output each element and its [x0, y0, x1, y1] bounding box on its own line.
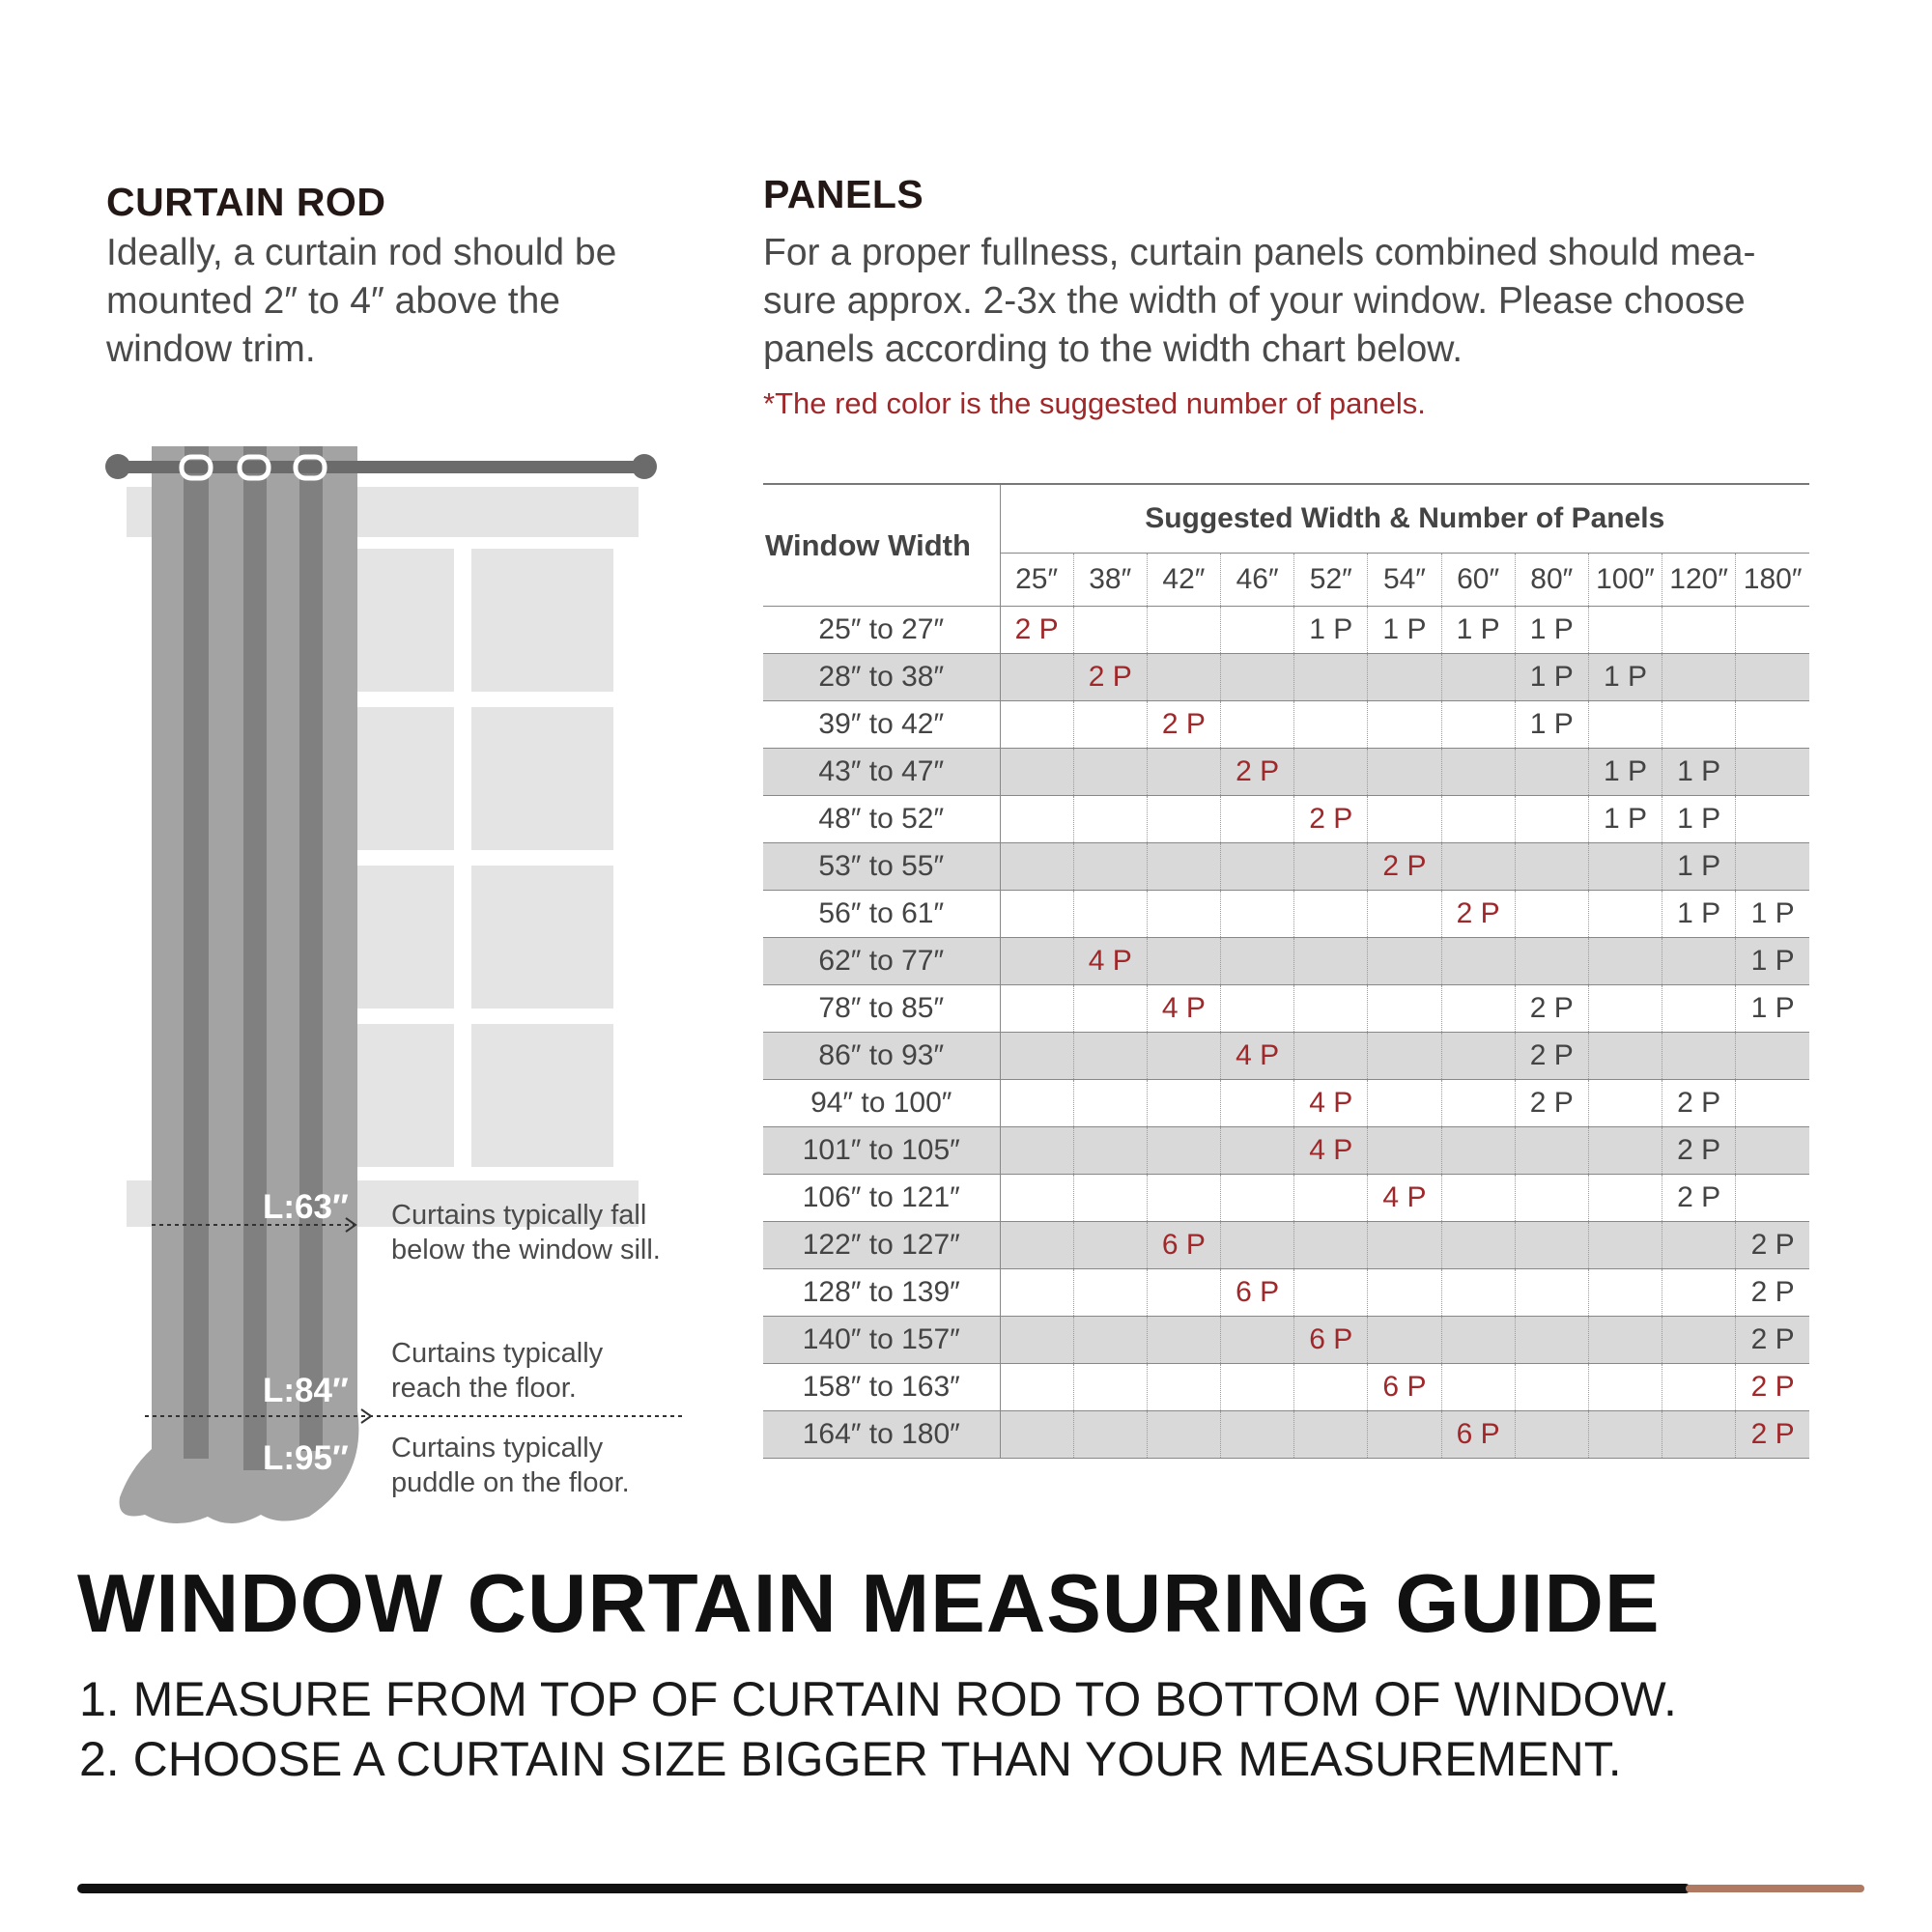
width-column-header: 25″: [1000, 554, 1073, 607]
width-column-header: 46″: [1221, 554, 1294, 607]
empty-cell: [1294, 1411, 1368, 1459]
empty-cell: [1662, 654, 1736, 701]
empty-cell: [1588, 1175, 1662, 1222]
panel-count: 2 P: [1515, 1033, 1588, 1080]
empty-cell: [1441, 1175, 1515, 1222]
suggested-panel-count: 6 P: [1368, 1364, 1441, 1411]
panel-count: 1 P: [1441, 607, 1515, 654]
table-body: [763, 607, 1809, 1459]
window-width-range: 106″ to 121″: [763, 1175, 1000, 1222]
empty-cell: [1441, 843, 1515, 891]
empty-cell: [1662, 607, 1736, 654]
sill-note: [391, 1198, 661, 1267]
suggested-panel-count: 2 P: [1736, 1364, 1809, 1411]
table-row: [763, 1033, 1809, 1080]
window-width-range: 39″ to 42″: [763, 701, 1000, 749]
empty-cell: [1662, 1364, 1736, 1411]
empty-cell: [1588, 1222, 1662, 1269]
window-width-range: 158″ to 163″: [763, 1364, 1000, 1411]
empty-cell: [1515, 1364, 1588, 1411]
curtain-rod-line: window trim.: [106, 328, 316, 370]
table-row: [763, 701, 1809, 749]
empty-cell: [1441, 1127, 1515, 1175]
empty-cell: [1588, 1127, 1662, 1175]
empty-cell: [1000, 1127, 1073, 1175]
suggested-panel-count: 2 P: [1441, 891, 1515, 938]
empty-cell: [1221, 1317, 1294, 1364]
width-column-header: 120″: [1662, 554, 1736, 607]
empty-cell: [1662, 1222, 1736, 1269]
width-column-header: 180″: [1736, 554, 1809, 607]
empty-cell: [1662, 938, 1736, 985]
empty-cell: [1294, 985, 1368, 1033]
panel-count: 1 P: [1736, 938, 1809, 985]
empty-cell: [1221, 654, 1294, 701]
empty-cell: [1515, 1269, 1588, 1317]
empty-cell: [1588, 1364, 1662, 1411]
empty-cell: [1515, 1175, 1588, 1222]
empty-cell: [1441, 985, 1515, 1033]
suggested-panel-count: 6 P: [1294, 1317, 1368, 1364]
empty-cell: [1147, 654, 1220, 701]
panel-count: 2 P: [1662, 1127, 1736, 1175]
curtain-rod-line: Ideally, a curtain rod should be: [106, 232, 617, 273]
empty-cell: [1221, 1080, 1294, 1127]
empty-cell: [1368, 701, 1441, 749]
empty-cell: [1000, 796, 1073, 843]
window-width-range: 62″ to 77″: [763, 938, 1000, 985]
panel-count: 2 P: [1736, 1317, 1809, 1364]
empty-cell: [1588, 1080, 1662, 1127]
window-width-range: 48″ to 52″: [763, 796, 1000, 843]
puddle-note-line: puddle on the floor.: [391, 1467, 630, 1498]
window-width-range: 28″ to 38″: [763, 654, 1000, 701]
empty-cell: [1147, 938, 1220, 985]
empty-cell: [1000, 938, 1073, 985]
sill-note-line: Curtains typically fall: [391, 1200, 647, 1231]
panel-count: 1 P: [1515, 654, 1588, 701]
panel-count: 2 P: [1662, 1175, 1736, 1222]
empty-cell: [1000, 749, 1073, 796]
window-width-range: 122″ to 127″: [763, 1222, 1000, 1269]
empty-cell: [1441, 1269, 1515, 1317]
length-label-63: L:63″: [263, 1188, 349, 1226]
empty-cell: [1588, 701, 1662, 749]
empty-cell: [1294, 1222, 1368, 1269]
table-row: [763, 985, 1809, 1033]
suggested-panel-count: 2 P: [1073, 654, 1147, 701]
empty-cell: [1515, 938, 1588, 985]
empty-cell: [1147, 1127, 1220, 1175]
empty-cell: [1073, 1269, 1147, 1317]
empty-cell: [1368, 1033, 1441, 1080]
empty-cell: [1294, 654, 1368, 701]
empty-cell: [1736, 1175, 1809, 1222]
table-row: [763, 796, 1809, 843]
empty-cell: [1662, 1033, 1736, 1080]
empty-cell: [1221, 1364, 1294, 1411]
table-row: [763, 1127, 1809, 1175]
empty-cell: [1441, 1317, 1515, 1364]
table-row: [763, 1411, 1809, 1459]
panels-description: [763, 229, 1845, 374]
empty-cell: [1515, 891, 1588, 938]
table-row: [763, 843, 1809, 891]
width-column-header: 60″: [1441, 554, 1515, 607]
panels-line: sure approx. 2-3x the width of your window. Please choose: [763, 280, 1746, 322]
empty-cell: [1000, 1175, 1073, 1222]
empty-cell: [1368, 1222, 1441, 1269]
guide-step-2: 2. CHOOSE A CURTAIN SIZE BIGGER THAN YOUR MEASUREMENT.: [79, 1732, 1622, 1786]
empty-cell: [1000, 985, 1073, 1033]
window-width-range: 56″ to 61″: [763, 891, 1000, 938]
empty-cell: [1147, 1033, 1220, 1080]
suggested-panel-count: 4 P: [1073, 938, 1147, 985]
empty-cell: [1588, 938, 1662, 985]
empty-cell: [1368, 796, 1441, 843]
panels-line: For a proper fullness, curtain panels combined should mea-: [763, 232, 1756, 273]
empty-cell: [1221, 985, 1294, 1033]
panel-count: 1 P: [1588, 796, 1662, 843]
table-group-header-row: [763, 484, 1809, 554]
empty-cell: [1221, 1222, 1294, 1269]
window-width-range: 164″ to 180″: [763, 1411, 1000, 1459]
window-width-range: 25″ to 27″: [763, 607, 1000, 654]
empty-cell: [1294, 938, 1368, 985]
puddle-note: [391, 1431, 630, 1500]
empty-cell: [1294, 1269, 1368, 1317]
empty-cell: [1368, 1127, 1441, 1175]
empty-cell: [1073, 843, 1147, 891]
empty-cell: [1441, 1080, 1515, 1127]
empty-cell: [1368, 891, 1441, 938]
table-row: [763, 749, 1809, 796]
empty-cell: [1000, 1080, 1073, 1127]
suggested-color-note: *The red color is the suggested number of panels.: [763, 386, 1426, 420]
empty-cell: [1441, 938, 1515, 985]
empty-cell: [1368, 1411, 1441, 1459]
empty-cell: [1662, 1269, 1736, 1317]
panel-count: 1 P: [1662, 891, 1736, 938]
guide-title: WINDOW CURTAIN MEASURING GUIDE: [77, 1558, 1661, 1650]
empty-cell: [1662, 1317, 1736, 1364]
empty-cell: [1441, 1364, 1515, 1411]
suggested-panel-count: 4 P: [1368, 1175, 1441, 1222]
empty-cell: [1441, 749, 1515, 796]
empty-cell: [1294, 843, 1368, 891]
empty-cell: [1588, 843, 1662, 891]
window-width-range: 140″ to 157″: [763, 1317, 1000, 1364]
empty-cell: [1515, 1411, 1588, 1459]
empty-cell: [1662, 701, 1736, 749]
empty-cell: [1368, 749, 1441, 796]
curtain-rod-line: mounted 2″ to 4″ above the: [106, 280, 560, 322]
empty-cell: [1073, 1411, 1147, 1459]
empty-cell: [1221, 843, 1294, 891]
suggested-panel-count: 2 P: [1294, 796, 1368, 843]
empty-cell: [1368, 1317, 1441, 1364]
suggested-panel-count: 2 P: [1147, 701, 1220, 749]
empty-cell: [1368, 985, 1441, 1033]
empty-cell: [1736, 1127, 1809, 1175]
empty-cell: [1073, 796, 1147, 843]
empty-cell: [1368, 1080, 1441, 1127]
panel-count: 1 P: [1662, 796, 1736, 843]
panel-width-table: [763, 483, 1809, 1459]
panel-count: 2 P: [1662, 1080, 1736, 1127]
curtain-rod-description: [106, 229, 705, 374]
width-column-header: 42″: [1147, 554, 1220, 607]
empty-cell: [1662, 985, 1736, 1033]
floor-note-line: Curtains typically: [391, 1338, 604, 1369]
empty-cell: [1368, 654, 1441, 701]
empty-cell: [1147, 1411, 1220, 1459]
empty-cell: [1441, 796, 1515, 843]
panel-count: 1 P: [1662, 749, 1736, 796]
panels-line: panels according to the width chart below.: [763, 328, 1463, 370]
panel-count: 1 P: [1588, 654, 1662, 701]
suggested-panel-count: 4 P: [1294, 1080, 1368, 1127]
table-row: [763, 1269, 1809, 1317]
empty-cell: [1147, 749, 1220, 796]
empty-cell: [1000, 1269, 1073, 1317]
floor-note: [391, 1336, 603, 1406]
empty-cell: [1294, 1175, 1368, 1222]
panel-count: 1 P: [1515, 701, 1588, 749]
empty-cell: [1221, 701, 1294, 749]
empty-cell: [1221, 938, 1294, 985]
puddle-note-line: Curtains typically: [391, 1433, 604, 1463]
panel-count: 2 P: [1736, 1269, 1809, 1317]
suggested-panel-count: 6 P: [1221, 1269, 1294, 1317]
panel-count: 1 P: [1736, 985, 1809, 1033]
empty-cell: [1147, 1317, 1220, 1364]
bottom-bar-accent: [1686, 1885, 1864, 1892]
floor-note-line: reach the floor.: [391, 1373, 577, 1404]
empty-cell: [1294, 1033, 1368, 1080]
empty-cell: [1736, 1080, 1809, 1127]
suggested-panel-count: 2 P: [1221, 749, 1294, 796]
empty-cell: [1736, 654, 1809, 701]
empty-cell: [1294, 701, 1368, 749]
table-row: [763, 938, 1809, 985]
panel-count: 2 P: [1515, 985, 1588, 1033]
panel-width-chart: [763, 483, 1809, 1459]
empty-cell: [1368, 1269, 1441, 1317]
bottom-bar-dark: [77, 1884, 1690, 1893]
length-label-95: L:95″: [263, 1439, 349, 1477]
table-row: [763, 891, 1809, 938]
empty-cell: [1221, 1127, 1294, 1175]
suggested-panel-count: 4 P: [1147, 985, 1220, 1033]
empty-cell: [1147, 1080, 1220, 1127]
empty-cell: [1000, 891, 1073, 938]
empty-cell: [1147, 796, 1220, 843]
empty-cell: [1000, 843, 1073, 891]
curtain-rod: [105, 454, 657, 479]
table-row: [763, 654, 1809, 701]
empty-cell: [1073, 701, 1147, 749]
empty-cell: [1073, 749, 1147, 796]
empty-cell: [1588, 1269, 1662, 1317]
empty-cell: [1147, 1364, 1220, 1411]
window-width-range: 101″ to 105″: [763, 1127, 1000, 1175]
empty-cell: [1221, 607, 1294, 654]
empty-cell: [1515, 1127, 1588, 1175]
table-row: [763, 1175, 1809, 1222]
empty-cell: [1588, 1411, 1662, 1459]
suggested-panel-count: 4 P: [1221, 1033, 1294, 1080]
empty-cell: [1736, 843, 1809, 891]
empty-cell: [1073, 1127, 1147, 1175]
width-column-header: 80″: [1515, 554, 1588, 607]
empty-cell: [1736, 796, 1809, 843]
table-row: [763, 1317, 1809, 1364]
empty-cell: [1515, 843, 1588, 891]
empty-cell: [1000, 1033, 1073, 1080]
empty-cell: [1073, 985, 1147, 1033]
empty-cell: [1736, 1033, 1809, 1080]
empty-cell: [1515, 796, 1588, 843]
panel-count: 1 P: [1736, 891, 1809, 938]
empty-cell: [1441, 654, 1515, 701]
empty-cell: [1294, 1364, 1368, 1411]
empty-cell: [1588, 1033, 1662, 1080]
empty-cell: [1073, 1175, 1147, 1222]
panel-count: 1 P: [1662, 843, 1736, 891]
empty-cell: [1073, 1033, 1147, 1080]
curtain-illustration: [0, 425, 734, 1546]
empty-cell: [1368, 938, 1441, 985]
panel-count: 2 P: [1515, 1080, 1588, 1127]
empty-cell: [1147, 843, 1220, 891]
panel-count: 2 P: [1736, 1222, 1809, 1269]
width-column-header: 52″: [1294, 554, 1368, 607]
empty-cell: [1147, 1269, 1220, 1317]
table-row: [763, 1080, 1809, 1127]
empty-cell: [1000, 1364, 1073, 1411]
empty-cell: [1000, 1317, 1073, 1364]
panels-heading: PANELS: [763, 172, 924, 216]
panel-count: 1 P: [1294, 607, 1368, 654]
suggested-panel-count: 6 P: [1147, 1222, 1220, 1269]
empty-cell: [1515, 749, 1588, 796]
empty-cell: [1294, 891, 1368, 938]
window-width-range: 86″ to 93″: [763, 1033, 1000, 1080]
curtain-rod-heading: CURTAIN ROD: [106, 180, 386, 224]
window-width-range: 53″ to 55″: [763, 843, 1000, 891]
window-width-range: 128″ to 139″: [763, 1269, 1000, 1317]
table-row: [763, 1222, 1809, 1269]
empty-cell: [1000, 654, 1073, 701]
panel-count: 1 P: [1515, 607, 1588, 654]
suggested-panel-count: 2 P: [1368, 843, 1441, 891]
table-row: [763, 607, 1809, 654]
empty-cell: [1147, 607, 1220, 654]
width-column-header: 100″: [1588, 554, 1662, 607]
curtain-panel: [120, 446, 359, 1523]
empty-cell: [1221, 1411, 1294, 1459]
window-width-range: 43″ to 47″: [763, 749, 1000, 796]
suggested-width-header: Suggested Width & Number of Panels: [1000, 484, 1809, 554]
empty-cell: [1441, 701, 1515, 749]
table-row: [763, 1364, 1809, 1411]
panel-count: 1 P: [1588, 749, 1662, 796]
empty-cell: [1221, 1175, 1294, 1222]
width-column-header: 38″: [1073, 554, 1147, 607]
window-width-range: 78″ to 85″: [763, 985, 1000, 1033]
empty-cell: [1073, 1364, 1147, 1411]
empty-cell: [1073, 891, 1147, 938]
sill-note-line: below the window sill.: [391, 1235, 661, 1265]
empty-cell: [1000, 701, 1073, 749]
empty-cell: [1073, 607, 1147, 654]
empty-cell: [1588, 985, 1662, 1033]
empty-cell: [1294, 749, 1368, 796]
guide-step-1: 1. MEASURE FROM TOP OF CURTAIN ROD TO BOTTOM OF WINDOW.: [79, 1672, 1677, 1726]
window-width-header: Window Width: [763, 484, 1000, 607]
empty-cell: [1588, 891, 1662, 938]
empty-cell: [1000, 1222, 1073, 1269]
empty-cell: [1588, 1317, 1662, 1364]
empty-cell: [1662, 1411, 1736, 1459]
empty-cell: [1147, 1175, 1220, 1222]
empty-cell: [1515, 1222, 1588, 1269]
suggested-panel-count: 4 P: [1294, 1127, 1368, 1175]
empty-cell: [1736, 749, 1809, 796]
empty-cell: [1073, 1222, 1147, 1269]
empty-cell: [1736, 701, 1809, 749]
empty-cell: [1441, 1222, 1515, 1269]
suggested-panel-count: 2 P: [1000, 607, 1073, 654]
suggested-panel-count: 2 P: [1736, 1411, 1809, 1459]
empty-cell: [1147, 891, 1220, 938]
empty-cell: [1221, 796, 1294, 843]
empty-cell: [1736, 607, 1809, 654]
empty-cell: [1441, 1033, 1515, 1080]
window-width-range: 94″ to 100″: [763, 1080, 1000, 1127]
empty-cell: [1221, 891, 1294, 938]
empty-cell: [1000, 1411, 1073, 1459]
panel-count: 1 P: [1368, 607, 1441, 654]
empty-cell: [1073, 1317, 1147, 1364]
empty-cell: [1073, 1080, 1147, 1127]
empty-cell: [1515, 1317, 1588, 1364]
suggested-panel-count: 6 P: [1441, 1411, 1515, 1459]
length-label-84: L:84″: [263, 1372, 349, 1409]
empty-cell: [1588, 607, 1662, 654]
width-column-header: 54″: [1368, 554, 1441, 607]
